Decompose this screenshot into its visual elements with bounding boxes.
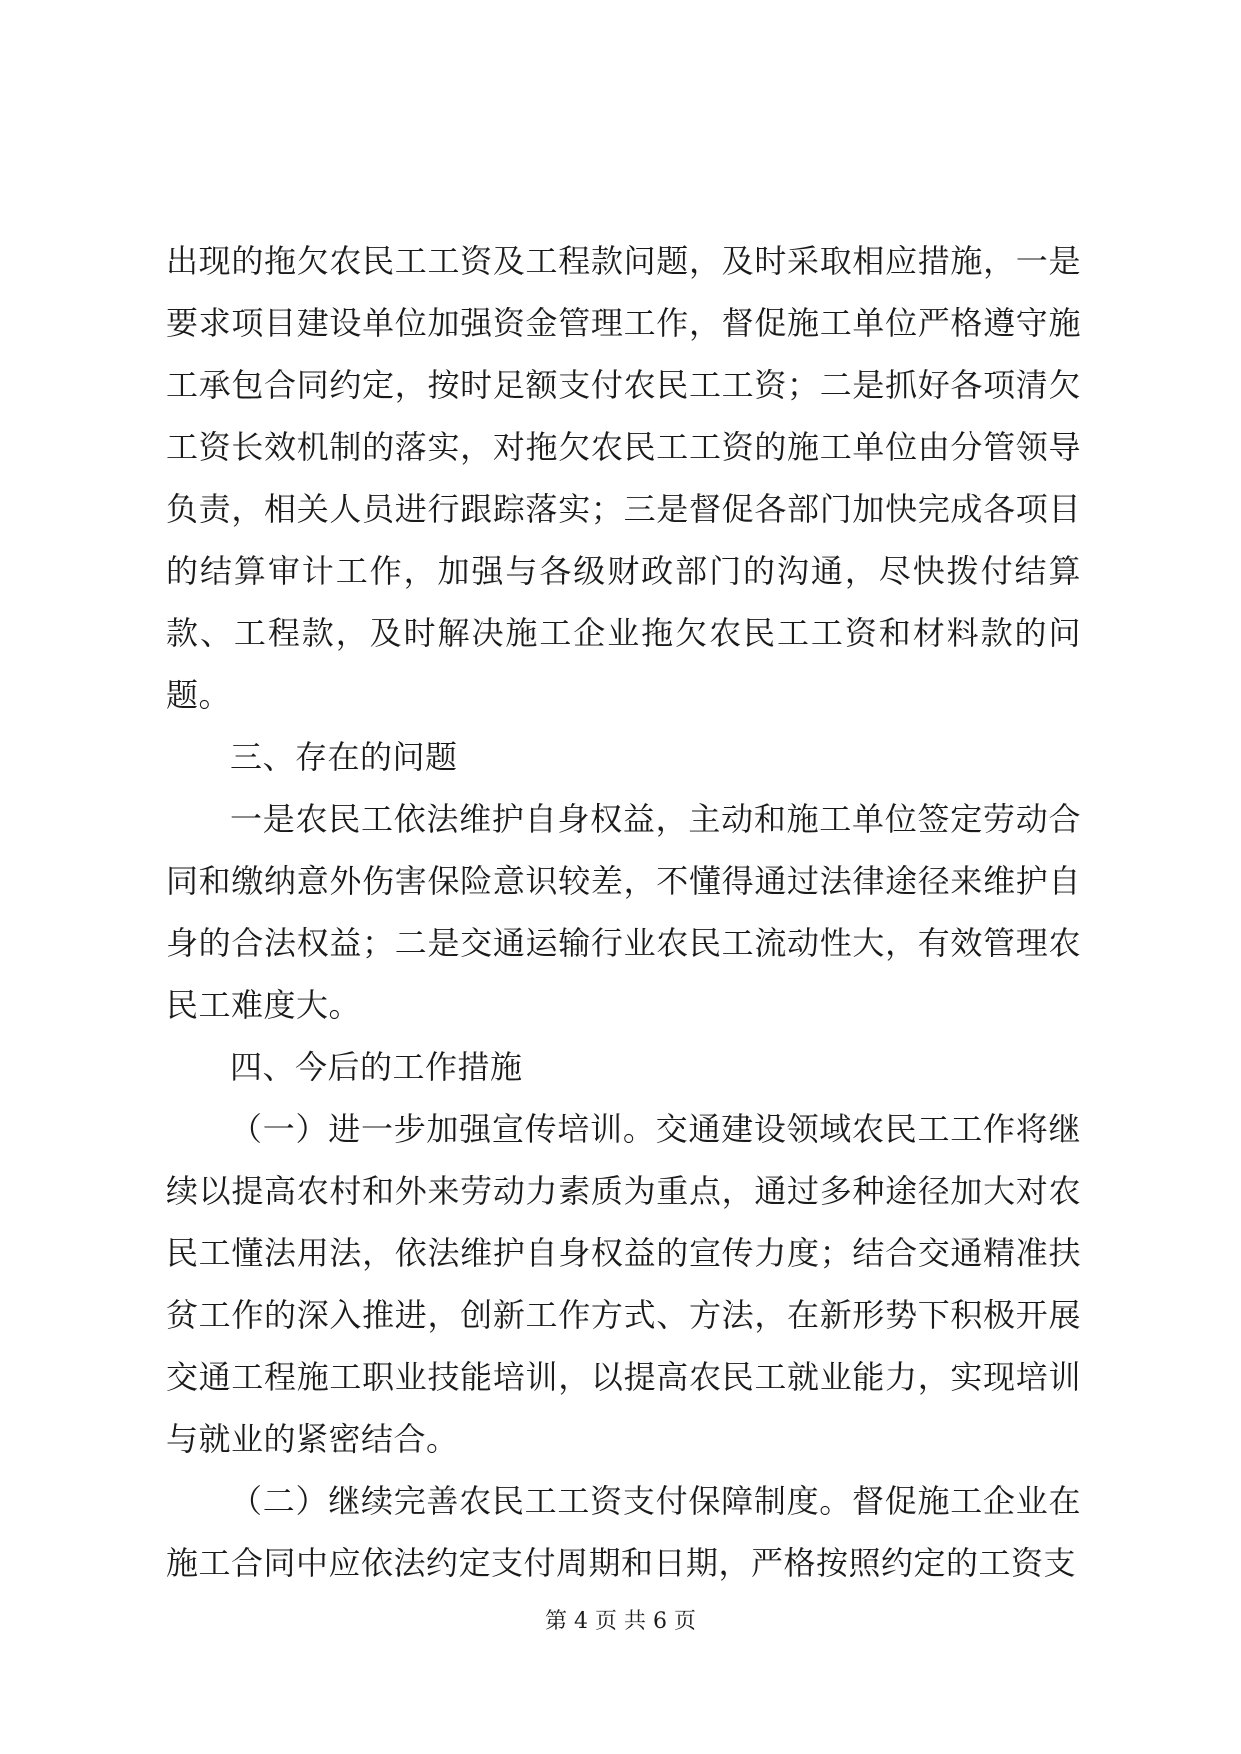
paragraph-continuation: 出现的拖欠农民工工资及工程款问题，及时采取相应措施，一是要求项目建设单位加强资金管理工作，督促施工单位严格遵守施工承包合同约定，按时足额支付农民工工资；二是抓好各项清欠工资长效机制的落实，对拖欠农民工工资的施工单位由分管领导负责，相关人员进行跟踪落实；三是督促各部门加快完成各项目的结算审计工作，加强与各级财政部门的沟通，尽快拨付结算款、工程款，及时解决施工企业拖欠农民工工资和材料款的问题。 [166,242,1081,714]
paragraph-problems: 一是农民工依法维护自身权益，主动和施工单位签定劳动合同和缴纳意外伤害保险意识较差，不懂得通过法律途径来维护自身的合法权益；二是交通运输行业农民工流动性大，有效管理农民工难度大。 [166,800,1081,1024]
section-heading-measures: 四、今后的工作措施 [230,1048,523,1086]
paragraph-measure-2: （二）继续完善农民工工资支付保障制度。督促施工企业在施工合同中应依法约定支付周期和日期，严格按照约定的工资支 [166,1482,1081,1582]
section-heading-problems: 三、存在的问题 [230,738,458,776]
document-body [166,230,1081,1594]
page-footer: 第 4 页 共 6 页 [545,1609,696,1634]
paragraph-measure-1: （一）进一步加强宣传培训。交通建设领域农民工工作将继续以提高农村和外来劳动力素质为重点，通过多种途径加大对农民工懂法用法，依法维护自身权益的宣传力度；结合交通精准扶贫工作的深入推进，创新工作方式、方法，在新形势下积极开展交通工程施工职业技能培训，以提高农民工就业能力，实现培训与就业的紧密结合。 [166,1110,1081,1458]
